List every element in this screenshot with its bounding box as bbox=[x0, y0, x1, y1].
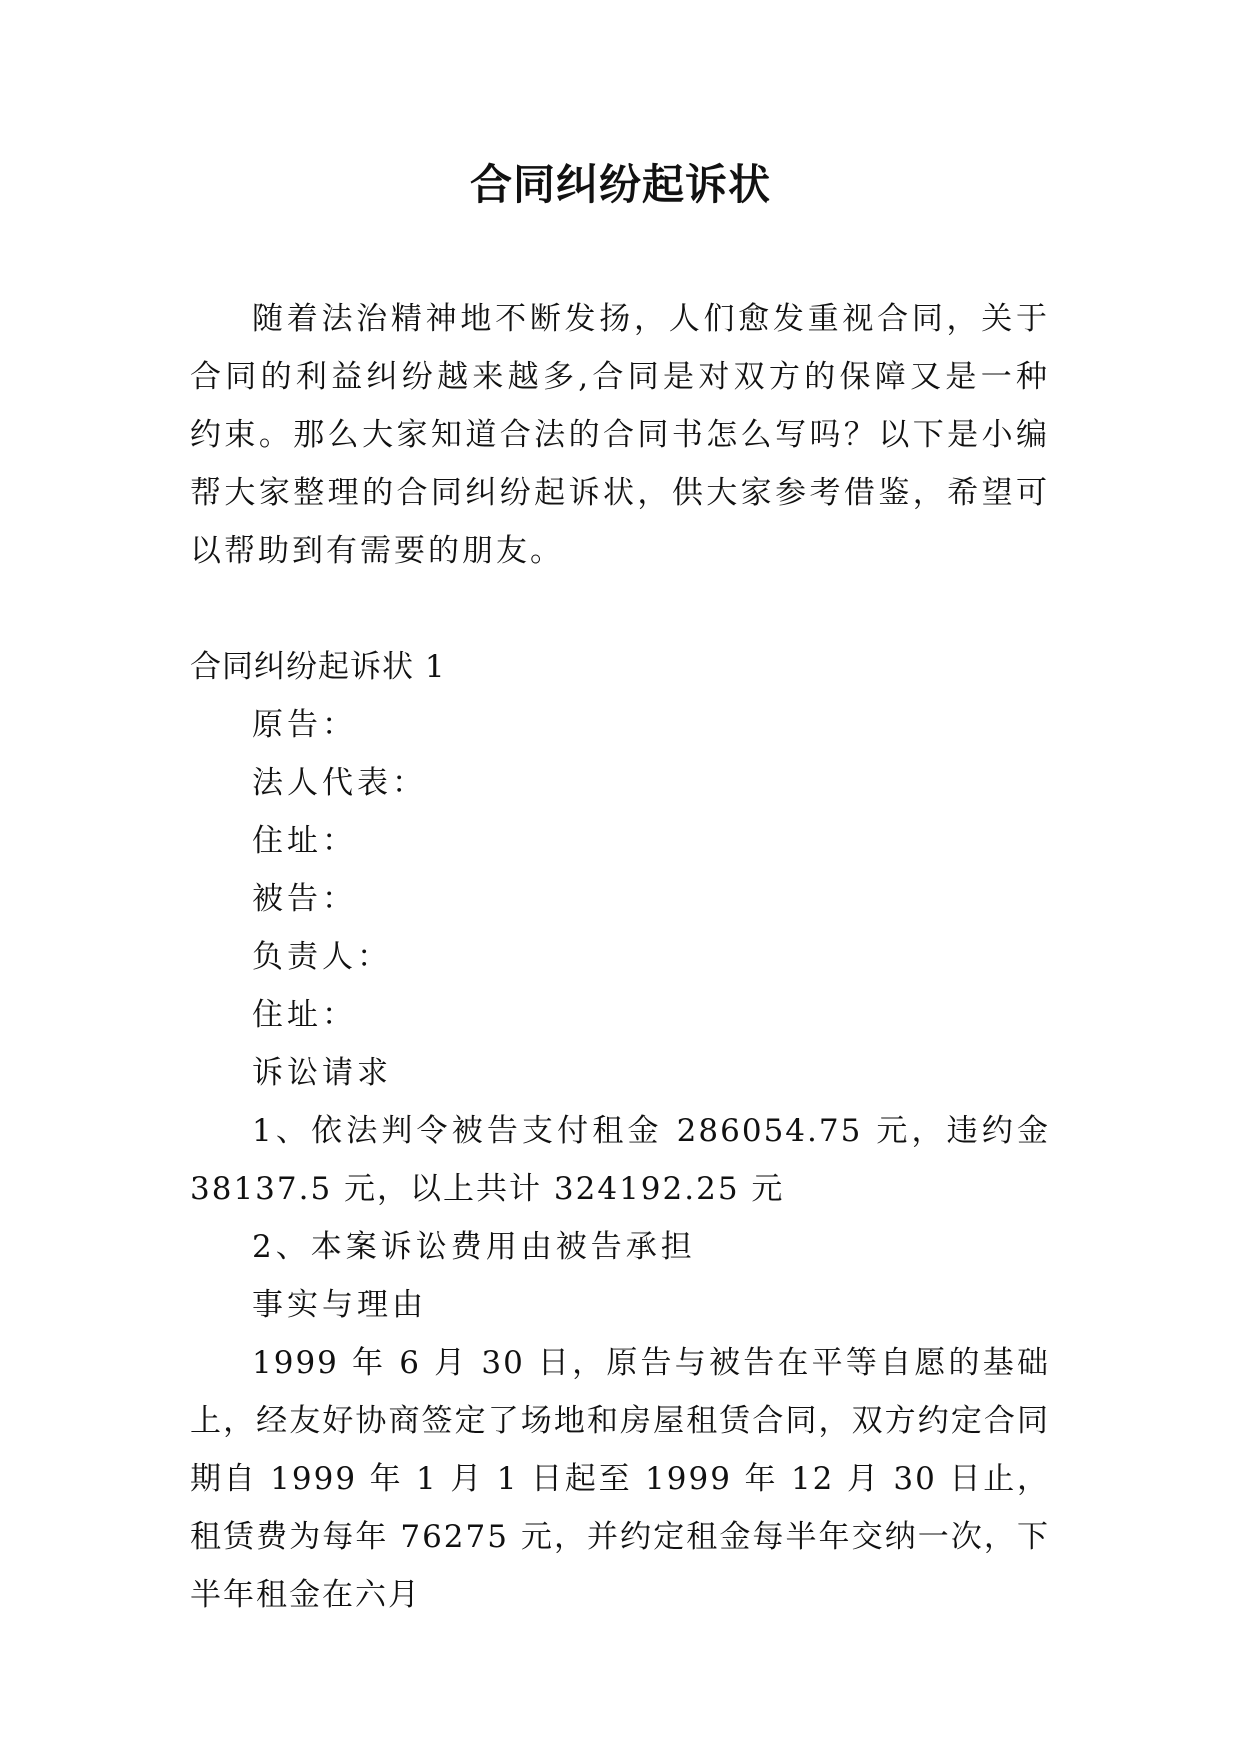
field-address-defendant: 住址： bbox=[252, 997, 357, 1033]
facts-heading: 事实与理由 bbox=[252, 1287, 427, 1323]
facts-paragraph: 1999 年 6 月 30 日，原告与被告在平等自愿的基础上，经友好协商签定了场地和房屋租赁合同，双方约定合同期自 1999 年 1 月 1 日起至 1999 年 12 月 30 日止，租赁费为每年 76275 元，并约定租金每半年交纳一次，下半年租金在六月 bbox=[190, 1345, 1050, 1613]
field-address-plaintiff: 住址： bbox=[252, 823, 357, 859]
document-title: 合同纠纷起诉状 bbox=[469, 160, 771, 209]
claim-2: 2、本案诉讼费用由被告承担 bbox=[252, 1229, 696, 1265]
section-heading: 合同纠纷起诉状 1 bbox=[190, 649, 446, 685]
field-responsible-person: 负责人： bbox=[252, 939, 392, 975]
document-body bbox=[190, 290, 1050, 1624]
claim-1: 1、依法判令被告支付租金 286054.75 元，违约金 38137.5 元，以上共计 324192.25 元 bbox=[190, 1113, 1050, 1207]
field-plaintiff: 原告： bbox=[252, 707, 357, 743]
field-defendant: 被告： bbox=[252, 881, 357, 917]
field-legal-representative: 法人代表： bbox=[252, 765, 427, 801]
claims-heading: 诉讼请求 bbox=[252, 1055, 392, 1091]
intro-paragraph: 随着法治精神地不断发扬，人们愈发重视合同，关于合同的利益纠纷越来越多,合同是对双方的保障又是一种约束。那么大家知道合法的合同书怎么写吗？以下是小编帮大家整理的合同纠纷起诉状，供大家参考借鉴，希望可以帮助到有需要的朋友。 bbox=[190, 301, 1050, 569]
